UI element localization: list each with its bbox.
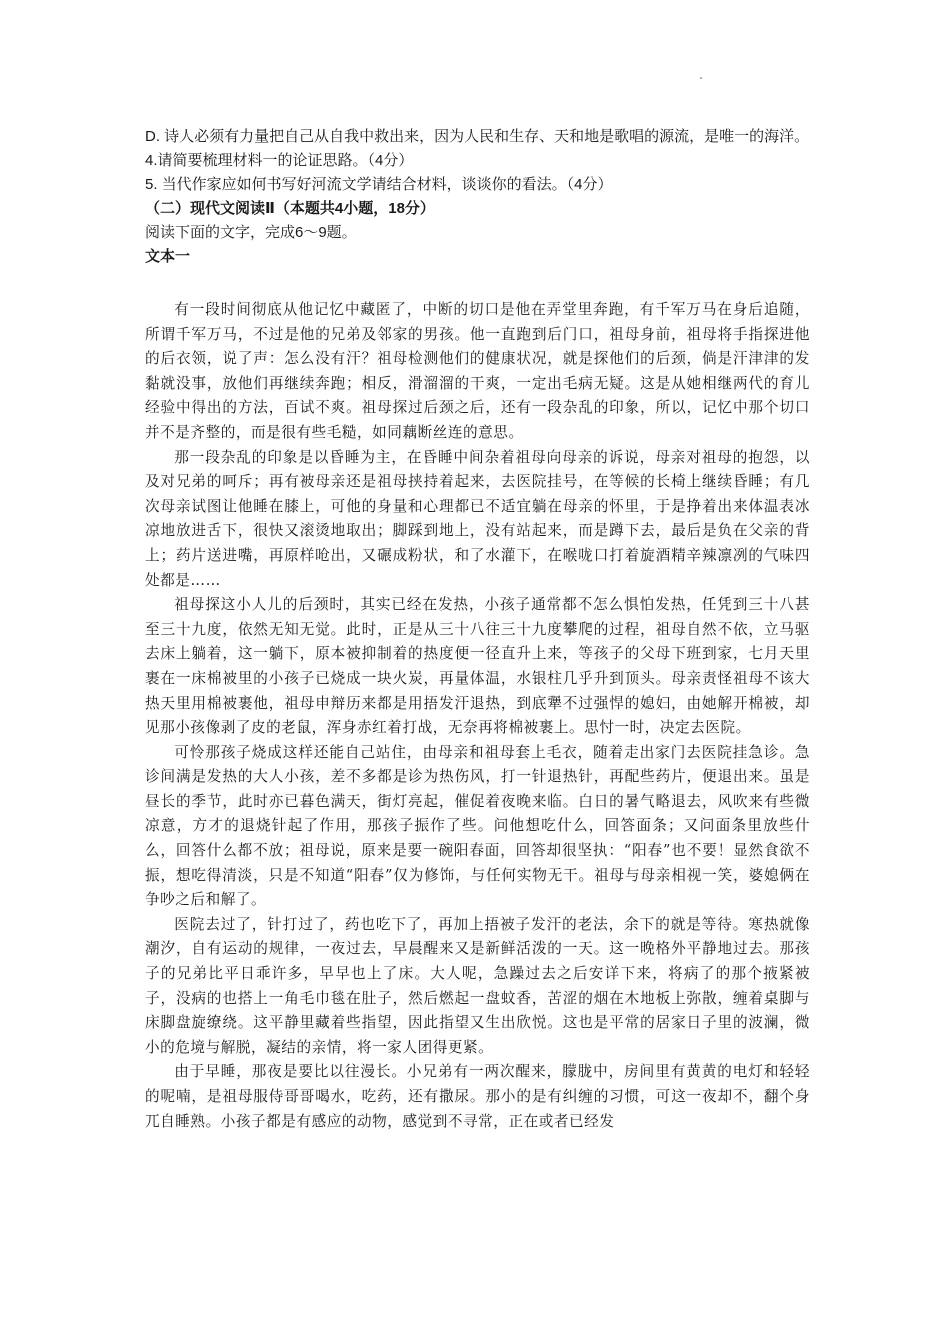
section-instruction: 阅读下面的文字，完成6～9题。 <box>145 224 357 241</box>
passage-paragraph: 祖母探这小人儿的后颈时，其实已经在发热，小孩子通常都不怎么惧怕发热，任凭到三十八甚至三十九度，依然无知无觉。此时，正是从三十八往三十九度攀爬的过程，祖母自然不依，立马驱去床上躺着，这一躺下，原本被抑制着的热度便一径直升上来，等孩子的父母下班到家，七月天里裹在一床棉被里的小孩子已烧成一块火炭，再量体温，水银柱几乎升到顶头。母亲责怪祖母不该大热天里用棉被裹他，祖母申辩历来都是用捂发汗退热，到底犟不过强悍的媳妇，由她解开棉被，却见那小孩像剥了皮的老鼠，浑身赤红着打战，无奈再将棉被裹上。思忖一时，决定去医院。 <box>145 596 810 737</box>
scan-dot <box>700 77 702 79</box>
passage-paragraph: 可怜那孩子烧成这样还能自己站住，由母亲和祖母套上毛衣，随着走出家门去医院挂急诊。急诊间满是发热的大人小孩，差不多都是诊为热伤风，打一针退热针，再配些药片，便退出来。虽是昼长的季节，此时亦已暮色满天，街灯亮起，催促着夜晚来临。白日的暑气略退去，风吹来有些微凉意，方才的退烧针起了作用，那孩子振作了些。问他想吃什么，回答面条；又问面条里放些什么，回答什么都不放；祖母说，原来是要一碗阳春面，回答却很坚执：“阳春”也不要！显然食欲不振，想吃得清淡，只是不知道“阳春”仅为修饰，与任何实物无干。祖母与母亲相视一笑，婆媳俩在争吵之后和解了。 <box>145 743 810 909</box>
passage-paragraph: 医院去过了，针打过了，药也吃下了，再加上捂被子发汗的老法，余下的就是等待。寒热就像潮汐，自有运动的规律，一夜过去，早晨醒来又是新鲜活泼的一天。这一晚格外平静地过去。那孩子的兄弟比平日乖许多，早早也上了床。大人呢，急躁过去之后安详下来，将病了的那个掖紧被子，没病的也搭上一角毛巾毯在肚子，然后燃起一盘蚊香，苦涩的烟在木地板上弥散，缠着桌脚与床脚盘旋缭绕。这平静里藏着些指望，因此指望又生出欣悦。这也是平常的居家日子里的波澜，微小的危境与解脱，凝结的亲情，将一家人团得更紧。 <box>145 915 810 1056</box>
section-title: （二）现代文阅读Ⅱ（本题共4小题，18分） <box>145 200 435 217</box>
passage-paragraph: 那一段杂乱的印象是以昏睡为主，在昏睡中间杂着祖母向母亲的诉说，母亲对祖母的抱怨，以及对兄弟的呵斥；再有被母亲还是祖母挟持着起来，去医院挂号，在等候的长椅上继续昏睡；有几次母亲试图让他睡在膝上，可他的身量和心理都已不适宜躺在母亲的怀里，于是挣着出来体温表冰凉地放进舌下，很快又滚烫地取出；脚踩到地上，没有站起来，而是蹲下去，最后是负在父亲的背上；药片送进嘴，再原样呛出，又碾成粉状，和了水灌下，在喉咙口打着旋酒精辛辣凛冽的气味四处都是…… <box>145 448 810 589</box>
passage <box>145 298 810 1134</box>
passage-paragraph: 由于早睡，那夜是要比以往漫长。小兄弟有一两次醒来，朦胧中，房间里有黄黄的电灯和轻轻的呢喃，是祖母服侍哥哥喝水，吃药，还有撒尿。那小的是有纠缠的习惯，可这一夜却不，翻个身兀自睡熟。小孩子都是有感应的动物，感觉到不寻常，正在或者已经发 <box>145 1063 810 1130</box>
passage-paragraph: 有一段时间彻底从他记忆中藏匿了，中断的切口是他在弄堂里奔跑，有千军万马在身后追随，所谓千军万马，不过是他的兄弟及邻家的男孩。他一直跑到后门口，祖母身前，祖母将手指探进他的后衣领，说了声：怎么没有汗？祖母检测他们的健康状况，就是探他们的后颈，倘是汗津津的发黏就没事，放他们再继续奔跑；相反，滑溜溜的干爽，一定出毛病无疑。这是从她相继两代的育儿经验中得出的方法，百试不爽。祖母探过后颈之后，还有一段杂乱的印象，所以，记忆中那个切口并不是齐整的，而是很有些毛糙，如同藕断丝连的意思。 <box>145 301 810 441</box>
question-block <box>145 125 810 269</box>
question-5: 5. 当代作家应如何书写好河流文学请结合材料，谈谈你的看法。（4分） <box>145 176 613 193</box>
option-d: D. 诗人必须有力量把自己从自我中救出来，因为人民和生存、天和地是歌唱的源流，是唯一的海洋。 <box>145 128 810 145</box>
text-label: 文本一 <box>145 248 191 265</box>
question-4: 4.请简要梳理材料一的论证思路。（4分） <box>145 152 414 169</box>
